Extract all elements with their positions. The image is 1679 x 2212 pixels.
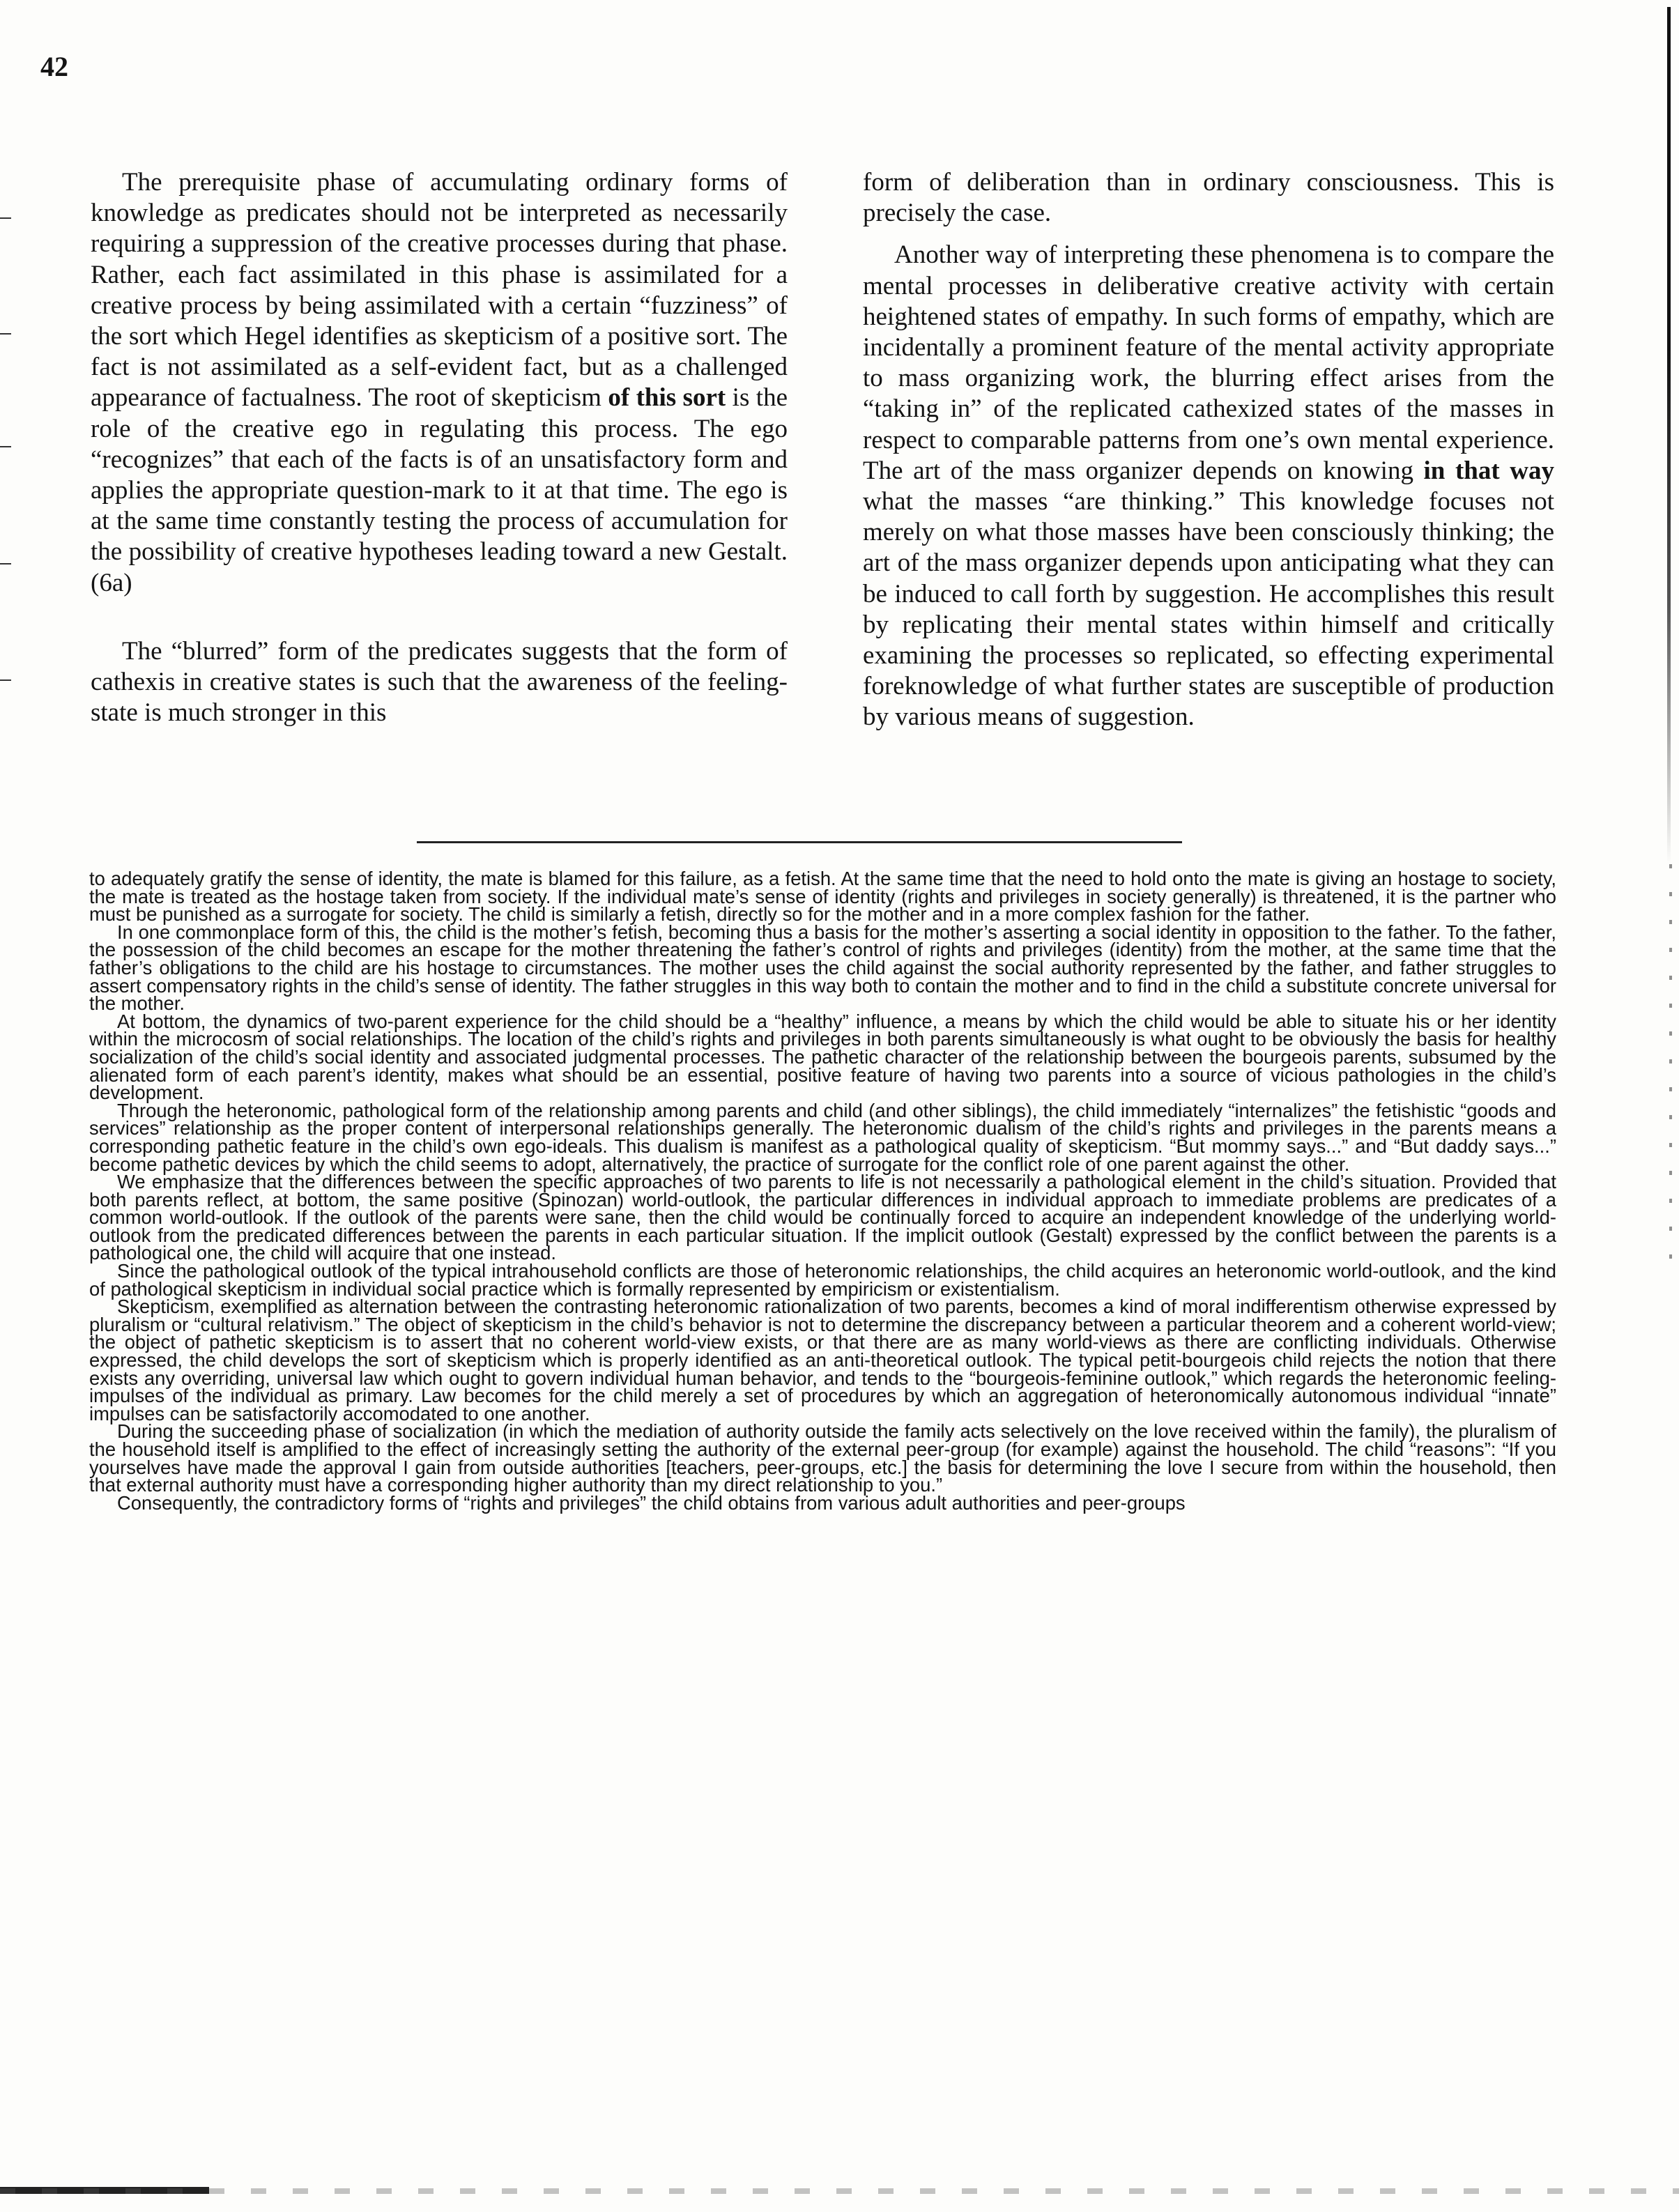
- footnote-paragraph: Skepticism, exemplified as alternation between the contrasting heteronomic rationalization of two parents, becomes a kind of moral indifferentism otherwise expressed by pluralism or “cultural relativism.” The object of skepticism in the child’s behavior is not to determine the discrepancy between a particular theorem and a coherent world-view; the object of pathetic skepticism is to assert that no coherent world-view exists, or that there are as many world-views as there are conflicting individuals. Otherwise expressed, the child develops the sort of skepticism which is properly identified as an anti-theoretical outlook. The typical petit-bourgeois child rejects the notion that there exists any overriding, universal law which ought to govern individual human behavior, and tends to the “bourgeois-feminine outlook,” which regards the heteronomic feeling-impulses of the individual as primary. Law becomes for the child merely a set of procedures by which an aggregation of heteronomically autonomous individual “innate” impulses can be satisfactorily accomodated to one another.: [89, 1296, 1556, 1424]
- footnote-paragraph: Through the heteronomic, pathological form of the relationship among parents and child (and other siblings), the child immediately “internalizes” the fetishistic “goods and services” relationship as the proper content of interpersonal relationships generally. The heteronomic dualism of the child’s rights and privileges in the parents means a corresponding pathetic feature in the child’s own ego-ideals. This dualism is manifest as a pathological quality of skepticism. “But mommy says...” and “But daddy says...” become pathetic devices by which the child seems to adopt, alternatively, the practice of surrogate for the conflict role of one parent against the other.: [89, 1099, 1556, 1175]
- margin-mark: [0, 333, 11, 335]
- footnote-paragraph: In one commonplace form of this, the child is the mother’s fetish, becoming thus a basis for the mother’s asserting a social identity in opposition to the father. To the father, the possession of the child becomes an escape for the mother threatening the father’s control of rights and privileges (identity) from the mother, at the same time that the father’s obligations to the child are his hostage to circumstances. The mother uses the child against the social authority represented by the father, and father struggles to assert compensatory rights in the child’s sense of identity. The father struggles in this way both to contain the mother and to find in the child a substitute concrete universal for the mother.: [89, 921, 1556, 1015]
- emphasis: in that way: [1423, 456, 1554, 485]
- scan-edge-ticks: [1669, 864, 1672, 1282]
- margin-mark: [0, 446, 11, 447]
- footnotes: [89, 870, 1556, 1512]
- margin-mark: [0, 217, 11, 219]
- body-paragraph: The prerequisite phase of accumulating ordinary forms of knowledge as predicates should not be interpreted as necessarily requiring a suppression of the creative processes during that phase. Rather, each fact assimilated in this phase is assimilated for a creative process by being assimilated with a certain “fuzziness” of the sort which Hegel identifies as skepticism of a positive sort. The fact is not assimilated as a self-evident fact, but as a challenged appearance of factualness. The root of skepticism of this sort is the role of the creative ego in regulating this process. The ego “recognizes” that each of the facts is of an unsatisfactory form and applies the appropriate question-mark to it at that time. The ego is at the same time constantly testing the process of accumulation for the possibility of creative hypotheses leading toward a new Gestalt.(6a): [91, 168, 788, 597]
- margin-mark: [0, 563, 11, 564]
- footnote-paragraph: During the succeeding phase of socialization (in which the mediation of authority outside the family acts selectively on the love received within the family), the pluralism of the household itself is amplified to the effect of increasingly setting the authority of the external peer-group (for example) against the household. The child “reasons”: “If you yourselves have made the approval I gain from outside authorities [teachers, peer-groups, etc.] the basis for determining the love I secure from within the household, then that external authority must have a corresponding higher authority than my direct relationship to you.”: [89, 1420, 1556, 1496]
- left-column: [91, 167, 788, 728]
- footnote-paragraph: Since the pathological outlook of the typical intrahousehold conflicts are those of heteronomic relationships, the child acquires an heteronomic world-outlook, and the kind of pathological skepticism in individual social practice which is formally represented by empiricism or existentialism.: [89, 1260, 1556, 1300]
- footnote-paragraph: We emphasize that the differences between the specific approaches of two parents to life is not necessarily a pathological element in the child’s situation. Provided that both parents reflect, at bottom, the same positive (Spinozan) world-outlook, the particular differences in individual approach to immediate problems are predicates of a common world-outlook. If the outlook of the parents were sane, then the child would be continually forced to acquire an independent knowledge of the underlying world-outlook from the predicated differences between the parents in each particular situation. If the implicit outlook (Gestalt) expressed by the conflict between the parents is a pathological one, the child will acquire that one instead.: [89, 1171, 1556, 1264]
- footnote-paragraph: Consequently, the contradictory forms of “rights and privileges” the child obtains from various adult authorities and peer-groups: [117, 1491, 1186, 1514]
- body-paragraph: Another way of interpreting these phenomena is to compare the mental processes in deliberative creative activity with certain heightened states of empathy. In such forms of empathy, which are incidentally a prominent feature of the mental activity appropriate to mass organizing work, the blurring effect arises from the “taking in” of the replicated cathexized states of the masses in respect to comparable patterns from one’s own mental experience. The art of the mass organizer depends on knowing in that way what the masses “are thinking.” This knowledge focuses not merely on what those masses have been consciously thinking; the art of the mass organizer depends upon anticipating what they can be induced to call forth by suggestion. He accomplishes this result by replicating their mental states within himself and critically examining the processes so replicated, so effecting experimental foreknowledge of what further states are susceptible of production by various means of suggestion.: [863, 240, 1554, 732]
- footnote-divider: [417, 841, 1182, 843]
- footnote-paragraph: to adequately gratify the sense of identity, the mate is blamed for this failure, as a fetish. At the same time that the need to hold onto the mate is giving an hostage to society, the mate is treated as the hostage taken from society. If the individual mate’s sense of identity (rights and privileges in society generally) is threatened, it is the partner who must be punished as a surrogate for society. The child is similarly a fetish, directly so for the mother and in a more complex fashion for the father.: [89, 868, 1556, 925]
- right-column: [863, 167, 1554, 733]
- footnote-paragraph: At bottom, the dynamics of two-parent experience for the child should be a “healthy” influence, a means by which the child would be able to situate his or her identity within the microcosm of social relationships. The location of the child’s rights and privileges in both parents simultaneously is what ought to be obviously the basis for healthy socialization of the child’s social identity and associated judgmental processes. The pathetic character of the relationship between the bourgeois parents, subsumed by the alienated form of each parent’s identity, makes what should be an essential, positive feature of having two parents into a source of vicious pathologies in the child’s development.: [89, 1010, 1556, 1104]
- emphasis: of this sort: [608, 383, 726, 413]
- body-paragraph: form of deliberation than in ordinary consciousness. This is precisely the case.: [863, 168, 1554, 228]
- scan-bottom-smudge: [0, 2188, 1679, 2194]
- page-number: 42: [40, 51, 68, 82]
- scan-edge-mark: [1667, 7, 1671, 864]
- body-paragraph: The “blurred” form of the predicates suggests that the form of cathexis in creative states is such that the awareness of the feeling-state is much stronger in this: [91, 636, 788, 728]
- margin-mark: [0, 679, 11, 681]
